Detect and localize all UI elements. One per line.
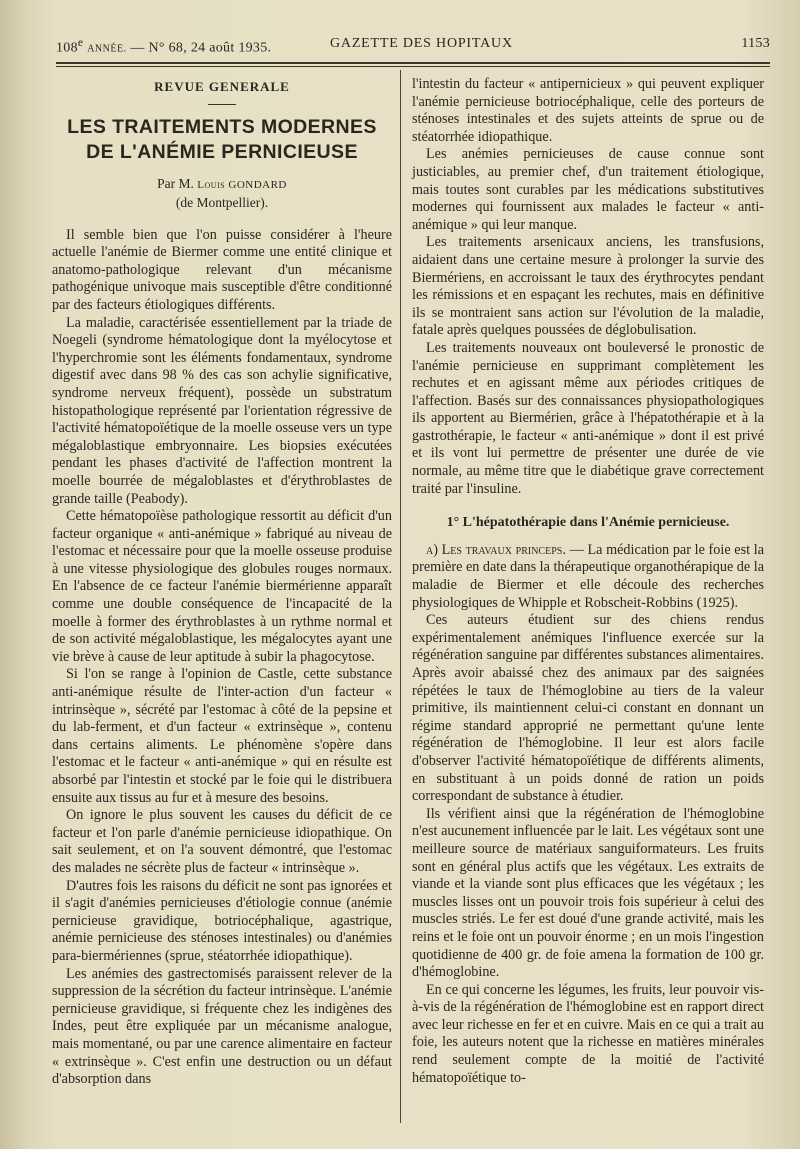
paragraph: Si l'on se range à l'opinion de Castle, cette substance anti-anémique résulte de l'inter-action d'un facteur « intrinsèque », sécrété par l'estomac à côté de la pepsine et du lab-ferment, et d'un facteur « extrinsèque », contenu dans certains aliments. Le phénomène s'opère dans l'estomac et le facteur « anti-anémique » qui en résulte est absorbé par l'intestin et stocké par le foie qui le distribuera ensuite aux tissus au fur et à mesure des besoins. (52, 666, 392, 806)
paragraph: La maladie, caractérisée essentiellement par la triade de Noegeli (syndrome hématologique dont la myélocytose et l'hyperchromie sont les éléments fondamentaux, syndrome digestif avec dans 98 % des cas son achylie significative, syndrome nerveux fréquent), possède un substratum histopathologique représenté par l'orientation régressive de l'activité hématopoïétique de la moelle osseuse vers un type mégaloblastique embryonnaire. Les biopsies exécutées pendant les phases d'activité de l'affection montrent la moelle bourrée de mégaloblastes et d'érythroblastes de grande taille (Peabody). (52, 314, 392, 507)
column-divider (400, 70, 401, 1123)
section-heading: 1° L'hépatothérapie dans l'Anémie pernicieuse. (446, 515, 730, 531)
header-rule-thick (56, 62, 770, 64)
paragraph: En ce qui concerne les légumes, les fruits, leur pouvoir vis-à-vis de la régénération de l'hémoglobine est en rapport direct avec leur richesse en fer et en cuivre. Mais en ce qui a trait au foie, les auteurs notent que la richesse en matières minérales rend seulement compte de la moitié de l'activité hématopoïétique to- (412, 981, 764, 1086)
paragraph-text: — La médication par le foie est la première en date dans la thérapeutique organothérapique de la maladie de Biermer et elle découle des recherches physiologiques de Whipple et Robscheit-Robbins (1925). (412, 541, 764, 611)
page-number: 1153 (741, 36, 770, 51)
journal-name: GAZETTE DES HOPITAUX (330, 36, 513, 51)
short-rule (208, 104, 236, 105)
paragraph: D'autres fois les raisons du déficit ne sont pas ignorées et il s'agit d'anémies pernicieuses d'étiologie connue (anémie pernicieuse gravidique, botriocéphalique, agastrique, anémie pernicieuse des sténoses intestinales) ou d'anémies para-biermériennes (sprue, stéatorrhée idiopathique). (52, 877, 392, 964)
annee-label: ANNÉE. (87, 43, 127, 55)
paragraph: Il semble bien que l'on puisse considérer à l'heure actuelle l'anémie de Biermer comme une entité clinique et anatomo-pathologique relevant d'un mécanisme pathogénique univoque mais susceptible d'être conditionné par des facteurs étiologiques différents. (52, 226, 392, 313)
paragraph: Les traitements arsenicaux anciens, les transfusions, aidaient dans une certaine mesure à prolonger la survie des Biermériens, en accroissant le taux des érythrocytes pendant les rémissions et en espaçant les rechutes, mais en définitive ils se montraient sans action sur l'évolution de la maladie, fatale après quelques poussées de déglobulisation. (412, 234, 764, 339)
issue-info (56, 36, 271, 57)
paragraph: Ces auteurs étudient sur des chiens rendus expérimentalement anémiques l'influence exercée sur la régénération sanguine par différentes substances alimentaires. Après avoir abaissé chez des animaux par des saignées répétées le taux de l'hémoglobine au tiers de la valeur primitive, ils maintiennent celui-ci constant en donnant un régime standard approprié ne permettant qu'une lente régénération de l'hémoglobine. Il leur est alors facile d'observer l'activité hématopoïétique de différents aliments, en substituant à un poids donné de ration un poids correspondant de substance à étudier. (412, 612, 764, 805)
paragraph: Cette hématopoïèse pathologique ressortit au déficit d'un facteur organique « anti-anémique » fabriqué au niveau de l'estomac et nécessaire pour que la moelle osseuse produise à une vitesse physiologique des globules rouges normaux. En l'absence de ce facteur l'anémie biermérienne apparaît comme une double conséquence de l'incapacité de la moelle à former des érythroblastes à un rythme normal et de son activité mégaloblastique, les mégalocytes ayant une vie brève à cause de leur aptitude à subir la phagocytose. (52, 508, 392, 665)
running-header (56, 36, 770, 58)
byline-par: Par M. (157, 175, 194, 191)
paragraph: Les anémies des gastrectomisés paraissent relever de la suppression de la sécrétion du facteur intrinsèque. L'anémie pernicieuse gravidique, si fréquente chez les indigènes des Indes, peut être expliquée par un mécanisme analogue, mais momentané, ou par une carence alimentaire en facteur « extrinsèque ». C'est enfin une destruction ou un défaut d'absorption dans (52, 965, 392, 1088)
paragraph: Les anémies pernicieuses de cause connue sont justiciables, au premier chef, d'un traitement étiologique, mais toutes sont curables par les médications substitutives modernes qui fournissent aux malades le facteur « anti-anémique » qui leur manque. (412, 146, 764, 233)
issue-number: 108 (56, 40, 78, 56)
article-title (52, 115, 392, 165)
paragraph (412, 542, 764, 612)
right-column (412, 76, 764, 1129)
paragraph: Ils vérifient ainsi que la régénération de l'hémoglobine n'est aucunement influencée par le lait. Les végétaux sont une meilleure source de matériaux sanguiformateurs. Les fruits sont en général plus actifs que les végétaux. Les extraits de viande et la viande sont plus efficaces que les végétaux ; les muscles lisses ont un pouvoir trois fois supérieur à celui des muscles striés. Le fer est doué d'une grande activité, mais les reins et le foie ont un pouvoir énorme ; en un mois l'ingestion quotidienne de 400 gr. de foie amena la formation de 100 gr. d'hémoglobine. (412, 805, 764, 981)
paragraph: On ignore le plus souvent les causes du déficit de ce facteur et l'on parle d'anémie pernicieuse idiopathique. On sait seulement, et on l'a souvent démontré, que l'estomac des malades ne sécrète plus de facteur « intrinsèque ». (52, 807, 392, 876)
byline (52, 175, 392, 211)
paragraph: l'intestin du facteur « antipernicieux » qui peuvent expliquer l'anémie pernicieuse botriocéphalique, celle des porteurs de sténoses intestinales et des sujets atteints de sprue ou de stéatorrhée idiopathique. (412, 76, 764, 145)
issue-date: — N° 68, 24 août 1935. (130, 40, 272, 56)
issue-sup: e (77, 36, 84, 49)
left-column (52, 76, 392, 1129)
subsection-label: a) Les travaux princeps. (426, 541, 566, 558)
paragraph: Les traitements nouveaux ont bouleversé le pronostic de l'anémie pernicieuse en supprimant complètement les rechutes et en agissant même aux périodes critiques de l'affection. Basés sur des connaissances physiopathologiques ils apportent au Biermérien, grâce à l'hépatothérapie et à la gastrothérapie, le facteur « anti-anémique » dont il est privé et ils vont lui permettre de présenter une durée de vie normale, au même titre que le diabétique grave correctement traité par l'insuline. (412, 339, 764, 497)
rubric: REVUE GENERALE (154, 79, 290, 94)
title-line-1: LES TRAITEMENTS MODERNES (67, 115, 377, 138)
author-name: Louis GONDARD (197, 178, 287, 191)
author-affiliation: (de Montpellier). (175, 194, 269, 210)
title-line-2: DE L'ANÉMIE PERNICIEUSE (86, 140, 358, 163)
header-rule-thin (56, 66, 770, 67)
